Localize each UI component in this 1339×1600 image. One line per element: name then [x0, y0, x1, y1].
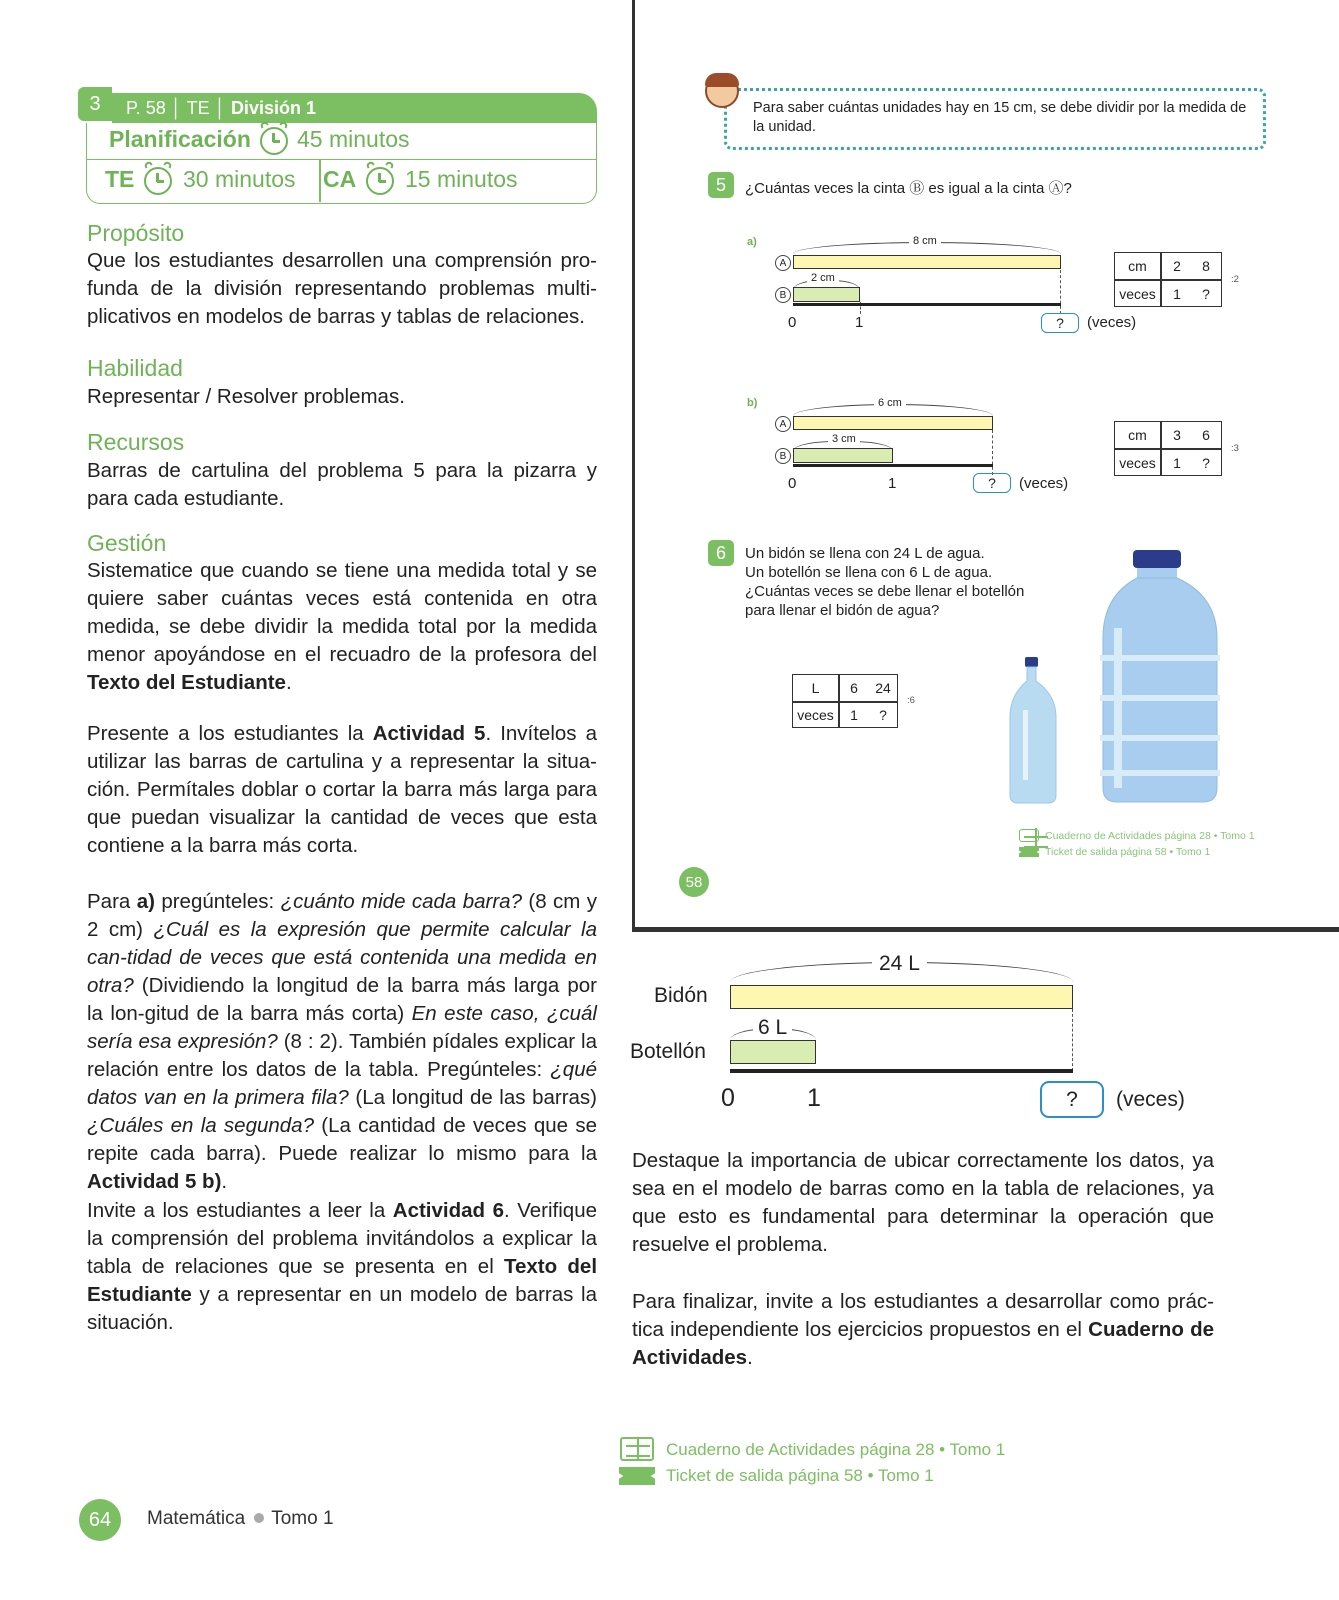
- book-icon: [620, 1437, 654, 1461]
- q6-line: Un bidón se llena con 24 L de agua.: [745, 545, 985, 562]
- tick-one: 1: [807, 1084, 821, 1112]
- te-time: 30 minutos: [183, 166, 296, 192]
- a-part-label: 2 cm: [807, 272, 839, 284]
- table-cell: 1: [1173, 285, 1181, 302]
- right-paragraph-2: Para finalizar, invite a los estudiantes a desarrollar como prác-tica independiente los ejercicios propuestos en el Cuaderno de Actividades.: [632, 1290, 1214, 1369]
- table-cell: 1: [1173, 454, 1181, 471]
- table-cell: 2: [1173, 258, 1181, 274]
- total-dash: [1060, 270, 1061, 314]
- b-part-label: 3 cm: [828, 433, 860, 445]
- q6-line: Un botellón se llena con 6 L de agua.: [745, 564, 993, 581]
- bidon-label: Bidón: [654, 984, 708, 1007]
- ticket-link[interactable]: Ticket de salida página 58 • Tomo 1: [666, 1466, 934, 1485]
- gestion-paragraph-4: Invite a los estudiantes a leer la Actividad 6. Verifique la comprensión del problema invitándolos a explicar la tabla de relaciones que se presenta en el Texto del Estudiante y a representar en un modelo de barras la situación.: [87, 1199, 598, 1334]
- recursos-title: Recursos: [87, 429, 185, 455]
- alarm-clock-icon: [366, 167, 394, 195]
- tick-one: 1: [888, 475, 897, 492]
- table-cell: 24: [875, 680, 891, 696]
- q6-line: ¿Cuántas veces se debe llenar el botellón: [745, 583, 1025, 600]
- habilidad-title: Habilidad: [87, 355, 183, 381]
- table-cell: 1: [850, 707, 858, 723]
- veces-label: (veces): [1019, 475, 1069, 492]
- ticket-icon: [1019, 847, 1039, 857]
- total-dash: [992, 430, 993, 475]
- alarm-clock-icon: [144, 167, 172, 195]
- division-operator: :2: [1231, 274, 1239, 285]
- relation-table-c: [792, 674, 898, 728]
- division-operator: :3: [1231, 443, 1239, 454]
- student-text-page: [632, 0, 1339, 932]
- tick-zero: 0: [721, 1084, 735, 1112]
- time-split-row: [87, 160, 596, 202]
- proposito-text: Que los estudiantes desarrollen una comprensión pro-funda de la división representando problemas multi-plicativos en modelos de barras y tablas de relaciones.: [87, 249, 597, 328]
- ticket-icon: [619, 1467, 655, 1485]
- footer-subject: Matemática Tomo 1: [147, 1508, 334, 1529]
- table-cell: ?: [879, 707, 887, 723]
- bidon-bar: [730, 985, 1073, 1009]
- page-number: 64: [79, 1499, 121, 1541]
- col-header: cm: [1128, 427, 1147, 443]
- number-line: [793, 303, 1061, 306]
- botellon-bar: [730, 1040, 816, 1064]
- proposito-title: Propósito: [87, 220, 185, 246]
- q6-number: 6: [708, 540, 734, 566]
- water-jug-icon: [1090, 548, 1230, 806]
- number-line: [730, 1069, 1073, 1073]
- planning-row: [87, 123, 596, 160]
- division-operator: :6: [907, 695, 915, 706]
- answer-box[interactable]: ?: [973, 473, 1011, 493]
- recursos-text: Barras de cartulina del problema 5 para la pizarra y para cada estudiante.: [87, 459, 597, 510]
- row-header: veces: [797, 707, 834, 723]
- row-header: veces: [1119, 454, 1156, 471]
- big-total-label: 24 L: [872, 952, 927, 976]
- planning-box: [86, 123, 597, 204]
- book-icon: [1019, 829, 1039, 842]
- tape-b-bar: [793, 287, 860, 302]
- lesson-number-tab: [78, 87, 112, 121]
- hint-text: Para saber cuántas unidades hay en 15 cm, se debe dividir por la medida de la unidad.: [753, 100, 1247, 135]
- veces-label: (veces): [1087, 314, 1137, 331]
- alarm-clock-icon: [260, 127, 288, 155]
- veces-label: (veces): [1116, 1088, 1185, 1111]
- a-total-label: 8 cm: [909, 235, 941, 247]
- bullet-dot-icon: [254, 1513, 264, 1523]
- relation-table-a: [1114, 252, 1222, 307]
- tick-one: 1: [855, 314, 864, 331]
- row-header: veces: [1119, 285, 1156, 302]
- teacher-avatar-icon: [705, 74, 739, 108]
- number-line: [793, 464, 993, 467]
- gestion-paragraph-2: Presente a los estudiantes la Actividad 5. Invítelos a utilizar las barras de cartulina y a representar la situa-ción. Permítales doblar o cortar la barra más larga para que puedan visualizar la cantidad de veces que esta contiene a la barra más corta.: [87, 722, 597, 857]
- teacher-hint-box: [724, 88, 1266, 150]
- right-paragraph-1: Destaque la importancia de ubicar correctamente los datos, ya sea en el modelo de barras como en la tabla de relaciones, ya que esto es fundamental para determinar la operación que resuelve el problema.: [632, 1149, 1214, 1256]
- ticket-note: Ticket de salida página 58 • Tomo 1: [1045, 846, 1211, 858]
- activities-link[interactable]: Cuaderno de Actividades página 28 • Tomo 1: [666, 1440, 1006, 1459]
- answer-box[interactable]: ?: [1041, 313, 1079, 333]
- gestion-paragraph-3: Para a) pregúnteles: ¿cuánto mide cada barra? (8 cm y 2 cm) ¿Cuál es la expresión que permite calcular la can-tidad de veces que está contenida una medida en otra? (Dividiendo la longitud de la barra más larga por la lon-gitud de la barra más corta) En este caso, ¿cuál sería esa expresión? (8 : 2). También pídales explicar la relación entre los datos de la tabla. Pregúnteles: ¿qué datos van en la primera fila? (La longitud de las barras) ¿Cuáles en la segunda? (La cantidad de veces que se repite cada barra). Puede realizar lo mismo para la Actividad 5 b).: [87, 890, 598, 1193]
- tape-b-bar: [793, 448, 893, 463]
- b-total-label: 6 cm: [874, 397, 906, 409]
- ca-time: 15 minutos: [405, 166, 518, 192]
- habilidad-text: Representar / Resolver problemas.: [87, 385, 405, 408]
- table-cell: ?: [1202, 285, 1210, 302]
- tape-a-marker: A: [775, 416, 791, 432]
- tape-a-bar: [793, 255, 1061, 269]
- total-dash: [1072, 1009, 1073, 1071]
- tape-a-bar: [793, 416, 993, 430]
- table-cell: ?: [1202, 454, 1210, 471]
- gestion-title: Gestión: [87, 530, 167, 556]
- small-bottle-icon: [1003, 655, 1063, 805]
- relation-table-b: [1114, 421, 1222, 476]
- table-cell: 8: [1202, 258, 1210, 274]
- ref-topic: División 1: [230, 98, 316, 118]
- col-header: cm: [1128, 258, 1147, 274]
- student-page-number: 58: [679, 867, 709, 897]
- part-a-label: a): [747, 236, 757, 248]
- lesson-reference-bar: P. 58 │ TE │ División 1: [112, 93, 597, 123]
- planning-label: Planificación: [109, 126, 251, 152]
- table-cell: 6: [850, 680, 858, 696]
- tape-a-marker: A: [775, 255, 791, 271]
- answer-box[interactable]: ?: [1040, 1081, 1104, 1118]
- q5-text: ¿Cuántas veces la cinta Ⓑ es igual a la cinta Ⓐ?: [745, 180, 1072, 197]
- table-cell: 6: [1202, 427, 1210, 443]
- te-label: TE: [105, 166, 135, 192]
- q5-number: 5: [708, 172, 734, 198]
- tape-b-marker: B: [775, 287, 791, 303]
- q6-line: para llenar el bidón de agua?: [745, 602, 940, 619]
- gestion-paragraph-1: Sistematice que cuando se tiene una medida total y se quiere saber cuántas veces está contenida en otra medida, se debe dividir la medida total por la medida menor apoyándose en el recuadro de la profesora del Texto del Estudiante.: [87, 559, 597, 694]
- table-cell: 3: [1173, 427, 1181, 443]
- ca-label: CA: [323, 166, 357, 192]
- tape-b-marker: B: [775, 448, 791, 464]
- big-part-label: 6 L: [753, 1016, 792, 1040]
- tick-zero: 0: [788, 314, 797, 331]
- col-header: L: [811, 680, 820, 696]
- ref-page: P. 58: [126, 98, 166, 118]
- part-b-label: b): [747, 397, 758, 409]
- ref-te: TE: [186, 98, 210, 118]
- planning-time: 45 minutos: [297, 126, 410, 152]
- botellon-label: Botellón: [630, 1040, 706, 1063]
- lesson-number: 3: [89, 92, 101, 115]
- activity-note: Cuaderno de Actividades página 28 • Tomo 1: [1045, 830, 1255, 842]
- tick-zero: 0: [788, 475, 797, 492]
